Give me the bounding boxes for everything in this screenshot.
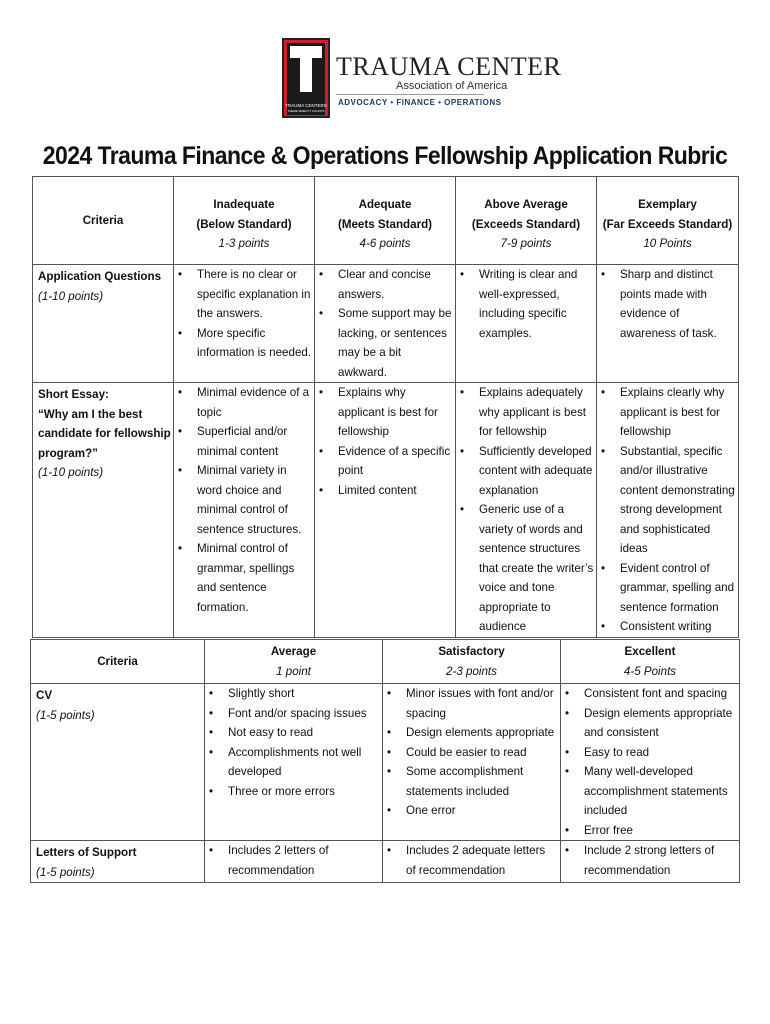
criterion-range: (1-5 points) [36, 865, 95, 879]
criterion-range: (1-10 points) [38, 289, 104, 303]
list-item: • Generic use of a variety of words and sentence structures that create the writer’s voice and tone appropriate to audience [479, 500, 594, 637]
criterion-range: (1-5 points) [36, 708, 95, 722]
rubric-cell [205, 841, 383, 883]
rubric-cell [597, 265, 739, 383]
table-row [31, 841, 740, 883]
trauma-centers-logo-mark [282, 38, 330, 118]
list-item: • Substantial, specific and/or illustrative content demonstrating strong development and sophisticated ideas [620, 442, 736, 559]
level-header-inadequate: Inadequate (Below Standard) 1-3 points [174, 177, 315, 265]
list-item: • Explains adequately why applicant is best for fellowship [479, 383, 594, 442]
criterion-name: CV [36, 689, 53, 702]
logo-mark-subcaption: THERE WHEN IT COUNTS [287, 109, 325, 113]
rubric-cell [174, 265, 315, 383]
table-header-row [33, 177, 739, 265]
list-item: • Design elements appropriate and consistent [584, 704, 737, 743]
list-item: • Include 2 strong letters of recommendation [584, 841, 737, 880]
list-item: • Evidence of a specific point [338, 442, 453, 481]
criterion-cell [31, 684, 205, 841]
table-header-row [31, 640, 740, 684]
list-item: • Sufficiently developed content with adequate explanation [479, 442, 594, 501]
page-title: 2024 Trauma Finance & Operations Fellowship Application Rubric [42, 142, 728, 170]
list-item: • Some accomplishment statements included [406, 762, 558, 801]
list-item: • Many well-developed accomplishment statements included [584, 762, 737, 821]
table-row [33, 383, 739, 638]
rubric-cell [597, 383, 739, 638]
rubric-cell [561, 841, 740, 883]
list-item: • Three or more errors [228, 782, 380, 802]
logo-mark-caption: TRAUMA CENTERS [285, 103, 327, 108]
logo-divider [336, 94, 484, 95]
rubric-cell [383, 684, 561, 841]
rubric-table-main [32, 176, 739, 638]
list-item: • Design elements appropriate [406, 723, 558, 743]
list-item: • Includes 2 letters of recommendation [228, 841, 380, 880]
rubric-cell [315, 383, 456, 638]
list-item: • Explains why applicant is best for fellowship [338, 383, 453, 442]
list-item: • Evident control of grammar, spelling and sentence formation [620, 559, 736, 618]
rubric-cell [315, 265, 456, 383]
level-header-adequate: Adequate (Meets Standard) 4-6 points [315, 177, 456, 265]
list-item: • Sharp and distinct points made with evidence of awareness of task. [620, 265, 736, 343]
list-item: • Error free [584, 821, 737, 841]
criterion-cell [31, 841, 205, 883]
level-header-satisfactory: Satisfactory 2-3 points [383, 640, 561, 684]
list-item: • Superficial and/or minimal content [197, 422, 312, 461]
list-item: • There is no clear or specific explanation in the answers. [197, 265, 312, 324]
list-item: • Font and/or spacing issues [228, 704, 380, 724]
rubric-table-documents [30, 639, 740, 883]
level-header-excellent: Excellent 4-5 Points [561, 640, 740, 684]
table-row [33, 265, 739, 383]
level-header-average: Average 1 point [205, 640, 383, 684]
rubric-cell [456, 383, 597, 638]
list-item: • Not easy to read [228, 723, 380, 743]
criterion-name: Short Essay: [38, 388, 109, 401]
criteria-header: Criteria [33, 177, 174, 265]
list-item: • Writing is clear and well-expressed, including specific examples. [479, 265, 594, 343]
criterion-range: (1-10 points) [38, 466, 104, 479]
list-item: • Accomplishments not well developed [228, 743, 380, 782]
table-row [31, 684, 740, 841]
logo-tagline: ADVOCACY • FINANCE • OPERATIONS [338, 98, 502, 107]
list-item: • Limited content [338, 481, 453, 501]
list-item: • Explains clearly why applicant is best for fellowship [620, 383, 736, 442]
list-item: • Minimal variety in word choice and minimal control of sentence structures. [197, 461, 312, 539]
list-item: • One error [406, 801, 558, 821]
list-item: • Could be easier to read [406, 743, 558, 763]
rubric-cell [456, 265, 597, 383]
list-item: • Consistent font and spacing [584, 684, 737, 704]
level-header-exemplary: Exemplary (Far Exceeds Standard) 10 Points [597, 177, 739, 265]
list-item: • More specific information is needed. [197, 324, 312, 363]
logo-association: Association of America [396, 80, 508, 92]
list-item: • Minimal control of grammar, spellings and sentence formation. [197, 539, 312, 617]
list-item: • Easy to read [584, 743, 737, 763]
list-item: • Slightly short [228, 684, 380, 704]
criteria-header: Criteria [31, 640, 205, 684]
criterion-question: “Why am I the best candidate for fellowship program?” [38, 407, 171, 460]
list-item: • Some support may be lacking, or sentences may be a bit awkward. [338, 304, 453, 382]
rubric-cell [205, 684, 383, 841]
rubric-cell [383, 841, 561, 883]
criterion-name: Letters of Support [36, 846, 137, 859]
level-header-above-average: Above Average (Exceeds Standard) 7-9 points [456, 177, 597, 265]
logo-name: TRAUMA CENTER [336, 52, 562, 81]
list-item: • Clear and concise answers. [338, 265, 453, 304]
rubric-cell [174, 383, 315, 638]
criterion-cell [33, 383, 174, 638]
list-item: • Minor issues with font and/or spacing [406, 684, 558, 723]
logo [282, 38, 562, 120]
list-item: • Consistent writing [620, 617, 736, 637]
rubric-cell [561, 684, 740, 841]
criterion-name: Application Questions [38, 270, 162, 283]
list-item: • Minimal evidence of a topic [197, 383, 312, 422]
list-item: • Includes 2 adequate letters of recommendation [406, 841, 558, 880]
criterion-cell [33, 265, 174, 383]
